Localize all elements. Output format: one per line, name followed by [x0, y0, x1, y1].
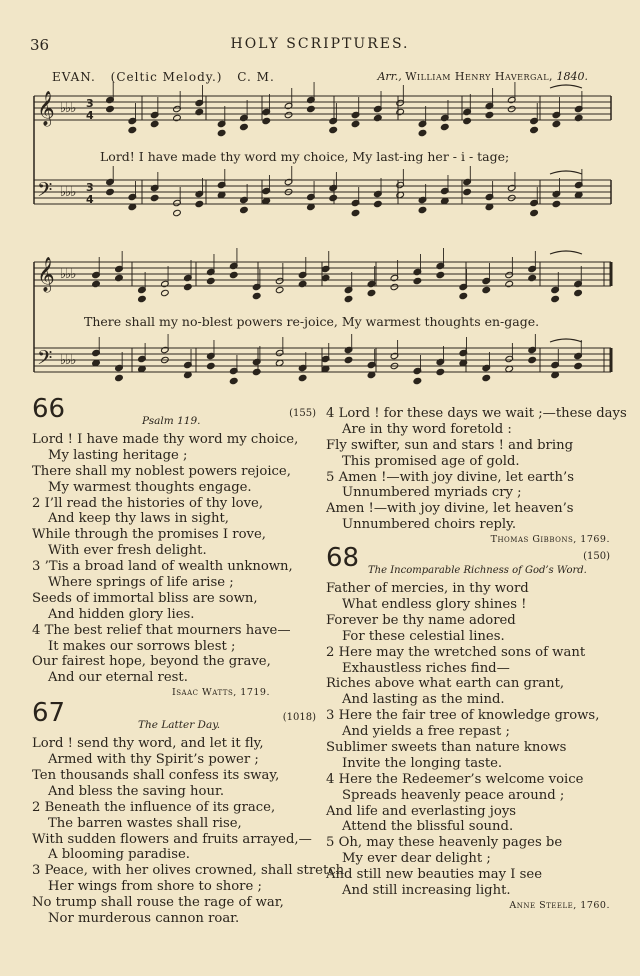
verse-line: 5 Oh, may these heavenly pages be	[326, 835, 563, 851]
verse-line: 3 Peace, with her olives crowned, shall stretch	[32, 863, 345, 879]
note-head	[418, 206, 427, 213]
note-head	[413, 377, 422, 384]
time-signature-bottom: 4	[86, 109, 94, 122]
note-head	[574, 289, 583, 296]
verse-line: Seeds of immortal bliss are sown,	[32, 590, 258, 606]
verse-line: And lasting as the mind.	[342, 692, 505, 708]
hymn-66	[32, 394, 316, 700]
key-signature-flats-icon: ♭♭♭	[60, 353, 76, 368]
note-head	[530, 209, 539, 216]
verse-line: And yields a free repast ;	[342, 724, 510, 740]
note-head	[396, 108, 405, 115]
verse-line: While through the promises I rove,	[32, 527, 266, 543]
verse-line: 5 Amen !—with joy divine, let earth’s	[326, 469, 574, 485]
verse-line: And keep thy laws in sight,	[48, 511, 229, 527]
note-head	[138, 295, 147, 302]
verse-line: Sublimer sweets than nature knows	[326, 740, 567, 756]
note-head	[115, 274, 124, 281]
hymn-author: Isaac Watts, 1719.	[172, 687, 270, 699]
verse-line: Spreads heavenly peace around ;	[342, 787, 565, 803]
verse-line: Lord ! send thy word, and let it fly,	[32, 736, 264, 752]
verse-line: 2 Beneath the influence of its grace,	[32, 799, 276, 815]
note-head	[528, 274, 537, 281]
verse-line: My lasting heritage ;	[48, 447, 188, 463]
note-head	[351, 209, 360, 216]
note-head	[374, 200, 383, 207]
note-head	[217, 129, 226, 136]
verse-line: What endless glory shines !	[342, 597, 527, 613]
note-head	[459, 292, 468, 299]
note-head	[207, 362, 216, 369]
note-head	[463, 188, 472, 195]
note-head	[195, 108, 204, 115]
slur-mark	[550, 171, 582, 174]
treble-clef-icon: 𝄞	[37, 257, 55, 292]
verse-line: There shall my noblest powers rejoice,	[32, 463, 291, 479]
hymn-number: 68	[326, 543, 360, 574]
note-head	[528, 356, 537, 363]
note-head	[482, 286, 491, 293]
verse-line: And bless the saving hour.	[48, 783, 225, 799]
note-head	[463, 117, 472, 124]
time-signature-top: 3	[86, 97, 94, 110]
note-head	[505, 280, 514, 287]
hymn-67-continued	[326, 406, 627, 547]
verse-line: 4 Here the Redeemer’s welcome voice	[326, 771, 584, 787]
note-head	[298, 374, 307, 381]
verse-line: Her wings from shore to shore ;	[48, 879, 262, 895]
hymn-67	[32, 698, 345, 927]
key-signature-flats-icon: ♭♭♭	[60, 185, 76, 200]
verse-line: 3 ’Tis a broad land of wealth unknown,	[32, 559, 293, 575]
hymn-title: The Incomparable Richness of God’s Word.	[368, 565, 587, 577]
time-signature-bottom: 4	[86, 193, 94, 206]
note-head	[161, 289, 170, 296]
verse-line: Amen !—with joy divine, let heaven’s	[326, 501, 574, 517]
note-head	[390, 283, 399, 290]
hymn-ref: (150)	[583, 551, 610, 563]
verse-line: Where springs of life arise ;	[48, 575, 234, 591]
note-head	[321, 274, 330, 281]
note-head	[374, 114, 383, 121]
verse-line: Nor murderous cannon roar.	[48, 911, 240, 927]
note-head	[344, 356, 353, 363]
note-head	[173, 209, 182, 216]
arranger-name: William Henry Havergal,	[405, 70, 553, 83]
verse-line: 4 The best relief that mourners have—	[32, 622, 291, 638]
note-head	[128, 126, 137, 133]
note-head	[574, 114, 583, 121]
note-head	[252, 368, 261, 375]
verse-line: With ever fresh delight.	[48, 543, 207, 559]
note-head	[574, 362, 583, 369]
verse-line: Are in thy word foretold :	[342, 421, 512, 437]
time-signature-top: 3	[86, 181, 94, 194]
bass-clef-icon: 𝄢	[37, 346, 53, 374]
note-head	[441, 123, 450, 130]
verse-line: And still new beauties may I see	[326, 867, 543, 883]
tune-meter: C. M.	[237, 70, 275, 84]
verse-line: 2 I’ll read the histories of thy love,	[32, 495, 264, 511]
note-head	[482, 374, 491, 381]
note-head	[106, 105, 115, 112]
verse-line: Fly swifter, sun and stars ! and bring	[326, 437, 574, 453]
note-head	[367, 289, 376, 296]
note-head	[252, 292, 261, 299]
verse-line: My warmest thoughts engage.	[48, 479, 252, 495]
note-head	[552, 200, 561, 207]
slur-mark	[550, 251, 582, 254]
verse-line: The barren wastes shall rise,	[48, 815, 242, 831]
verse-line: Armed with thy Spirit’s power ;	[48, 752, 259, 768]
verse-line: With sudden flowers and fruits arrayed,—	[32, 831, 312, 847]
verse-line: Forever be thy name adored	[326, 612, 516, 628]
note-head	[551, 295, 560, 302]
verse-line: And our eternal rest.	[48, 670, 188, 686]
hymn-ref: (1018)	[282, 712, 316, 724]
note-head	[351, 120, 360, 127]
verse-line: Ten thousands shall confess its sway,	[32, 768, 280, 784]
note-head	[92, 280, 101, 287]
verse-line: And hidden glory lies.	[48, 606, 195, 622]
verse-line: 3 Here the fair tree of knowledge grows,	[326, 708, 600, 724]
treble-clef-icon: 𝄞	[37, 91, 55, 126]
verse-line: And still increasing light.	[342, 883, 511, 899]
note-head	[262, 117, 271, 124]
music-lyric-line-2: There shall my no-blest powers re-joice, My warmest thoughts en-gage.	[84, 314, 540, 329]
verse-line: Attend the blissful sound.	[342, 819, 514, 835]
verse-line: This promised age of gold.	[342, 453, 520, 469]
hymn-author: Anne Steele, 1760.	[509, 899, 610, 911]
music-score	[0, 0, 640, 400]
note-head	[530, 126, 539, 133]
bass-clef-icon: 𝄢	[37, 178, 53, 206]
hymn-author: Thomas Gibbons, 1769.	[490, 534, 610, 546]
key-signature-flats-icon: ♭♭♭	[60, 101, 76, 116]
note-head	[413, 277, 422, 284]
verse-line: My ever dear delight ;	[342, 851, 491, 867]
note-head	[298, 280, 307, 287]
note-head	[344, 295, 353, 302]
note-head	[329, 126, 338, 133]
note-head	[436, 368, 445, 375]
note-head	[240, 123, 249, 130]
verse-line: Our fairest hope, beyond the grave,	[32, 654, 271, 670]
verse-line: A blooming paradise.	[48, 847, 190, 863]
note-head	[184, 283, 193, 290]
hymn-number: 66	[32, 394, 66, 424]
note-head	[150, 194, 159, 201]
page-number: 36	[30, 36, 50, 54]
verse-line: It makes our sorrows blest ;	[48, 638, 236, 654]
note-head	[195, 200, 204, 207]
tune-melody: (Celtic Melody.)	[110, 70, 223, 84]
note-head	[240, 206, 249, 213]
slur-mark	[550, 85, 582, 88]
hymn-title: The Latter Day.	[138, 719, 221, 732]
hymn-number: 67	[32, 698, 66, 729]
key-signature-flats-icon: ♭♭♭	[60, 267, 76, 282]
note-head	[552, 120, 561, 127]
note-head	[485, 111, 494, 118]
hymn-ref: (155)	[289, 408, 316, 419]
note-head	[275, 286, 284, 293]
running-head: HOLY SCRIPTURES.	[230, 36, 410, 52]
note-head	[307, 105, 316, 112]
note-head	[329, 194, 338, 201]
verse-line: Unnumbered choirs reply.	[342, 517, 517, 533]
hymn-68	[326, 543, 610, 913]
arranger-year: 1840.	[556, 70, 588, 83]
note-head	[173, 114, 182, 121]
note-head	[229, 271, 238, 278]
note-head	[229, 377, 238, 384]
verse-line: Father of mercies, in thy word	[326, 581, 529, 597]
verse-line: Invite the longing taste.	[342, 755, 503, 771]
note-head	[207, 277, 216, 284]
right-column	[326, 406, 627, 913]
note-head	[418, 129, 427, 136]
note-head	[115, 374, 124, 381]
note-head	[507, 105, 516, 112]
verse-line: Exhaustless riches find—	[342, 660, 510, 676]
note-head	[436, 271, 445, 278]
note-head	[150, 120, 159, 127]
verse-line: Lord ! I have made thy word my choice,	[32, 432, 299, 447]
slur-mark	[550, 339, 582, 342]
verse-line: Unnumbered myriads cry ;	[342, 485, 522, 501]
verse-line: 2 Here may the wretched sons of want	[326, 644, 586, 660]
note-head	[106, 188, 115, 195]
note-head	[284, 111, 293, 118]
verse-line: Riches above what earth can grant,	[326, 676, 565, 692]
verse-line: 4 Lord ! for these days we wait ;—these days	[326, 406, 627, 421]
music-lyric-line-1: Lord! I have made thy word my choice, My last-ing her - i - tage;	[100, 149, 510, 164]
verse-line: No trump shall rouse the rage of war,	[32, 895, 284, 911]
arranger-prefix: Arr.,	[377, 70, 402, 83]
verse-line: And life and everlasting joys	[326, 803, 517, 819]
hymn-title: Psalm 119.	[142, 415, 201, 427]
verse-line: For these celestial lines.	[342, 628, 505, 644]
tune-name: EVAN.	[52, 70, 96, 84]
